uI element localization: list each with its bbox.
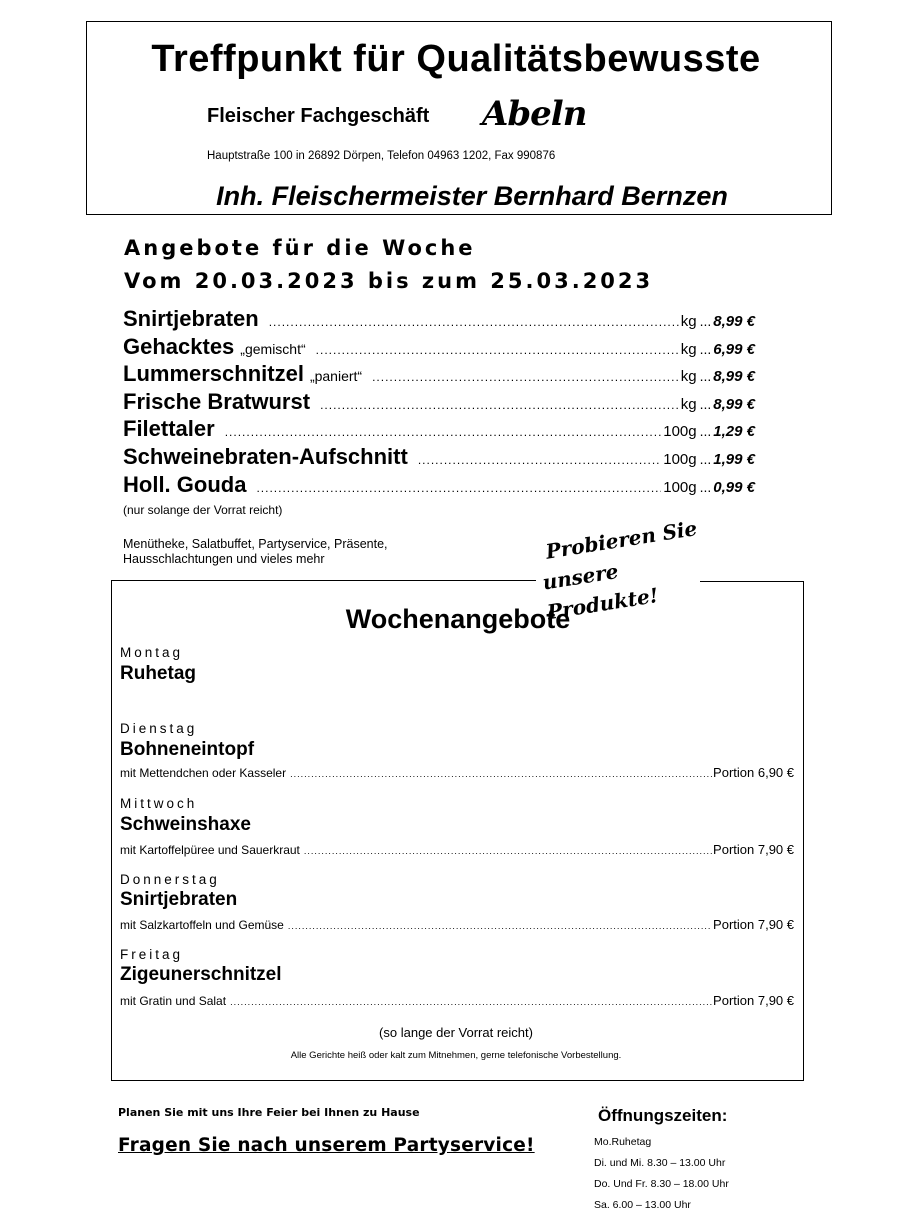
divider bbox=[803, 581, 804, 1081]
side-dish: mit Mettendchen oder Kasseler bbox=[120, 766, 287, 780]
product-price: 8,99 € bbox=[713, 313, 755, 330]
shop-logo: Abeln bbox=[482, 94, 587, 134]
services-line: Hausschlachtungen und vieles mehr bbox=[123, 552, 325, 566]
side-row bbox=[120, 842, 794, 857]
product-unit: kg bbox=[680, 396, 697, 413]
side-dish: mit Kartoffelpüree und Sauerkraut bbox=[120, 843, 300, 857]
plan-text: Planen Sie mit uns Ihre Feier bei Ihnen zu Hause bbox=[118, 1106, 420, 1119]
product-unit: kg bbox=[680, 368, 697, 385]
slogan-line: unsere Produkte! bbox=[540, 558, 660, 625]
dot-leader bbox=[320, 398, 679, 412]
product-unit: 100g bbox=[663, 451, 697, 468]
day-label: Dienstag bbox=[120, 721, 198, 736]
opening-hours-line: Do. Und Fr. 8.30 – 18.00 Uhr bbox=[594, 1178, 729, 1190]
product-name: Filettaler bbox=[123, 416, 215, 441]
side-dish: mit Salzkartoffeln und Gemüse bbox=[120, 918, 284, 932]
product-row bbox=[123, 306, 755, 332]
opening-hours-title: Öffnungszeiten: bbox=[598, 1106, 728, 1125]
product-name: Frische Bratwurst bbox=[123, 389, 311, 414]
dish-name: Ruhetag bbox=[120, 663, 196, 684]
product-name: Holl. Gouda bbox=[123, 472, 247, 497]
dot-leader bbox=[290, 769, 712, 779]
dot-leader bbox=[256, 481, 661, 495]
product-row bbox=[123, 361, 755, 387]
product-row bbox=[123, 472, 755, 498]
side-dish: mit Gratin und Salat bbox=[120, 994, 227, 1008]
dish-name: Zigeunerschnitzel bbox=[120, 964, 282, 985]
product-price: 0,99 € bbox=[713, 479, 755, 496]
side-row bbox=[120, 765, 794, 780]
dot-leader: ... bbox=[699, 313, 712, 329]
offers-period: Vom 20.03.2023 bis zum 25.03.2023 bbox=[124, 269, 654, 293]
product-name: Schweinebraten-Aufschnitt bbox=[123, 444, 408, 469]
dish-price: Portion 7,90 € bbox=[713, 842, 794, 857]
product-price: 8,99 € bbox=[713, 396, 755, 413]
shop-line: Fleischer Fachgeschäft bbox=[207, 105, 430, 127]
weekly-stock-note: (so lange der Vorrat reicht) bbox=[379, 1025, 533, 1040]
dish-price: Portion 7,90 € bbox=[713, 917, 794, 932]
product-name: Gehacktes bbox=[123, 334, 235, 359]
product-row bbox=[123, 444, 755, 470]
dot-leader: ... bbox=[699, 368, 712, 384]
dish-price: Portion 7,90 € bbox=[713, 993, 794, 1008]
product-unit: kg bbox=[680, 341, 697, 358]
dot-leader: ... bbox=[699, 341, 712, 357]
product-row bbox=[123, 334, 755, 360]
day-label: Mittwoch bbox=[120, 796, 198, 811]
product-price: 1,29 € bbox=[713, 423, 755, 440]
slogan-line: Probieren Sie bbox=[544, 516, 699, 564]
product-price: 6,99 € bbox=[713, 341, 755, 358]
dot-leader bbox=[269, 315, 679, 329]
owner-line: Inh. Fleischermeister Bernhard Bernzen bbox=[216, 181, 728, 211]
product-row bbox=[123, 389, 755, 415]
services-text bbox=[123, 537, 483, 567]
dot-leader: ... bbox=[699, 479, 712, 495]
product-note: „paniert“ bbox=[309, 368, 363, 384]
product-unit: kg bbox=[680, 313, 697, 330]
dot-leader bbox=[225, 425, 662, 439]
page-title: Treffpunkt für Qualitätsbewusste bbox=[151, 38, 761, 80]
dot-leader bbox=[418, 453, 661, 467]
dish-name: Snirtjebraten bbox=[120, 889, 238, 910]
dot-leader bbox=[372, 370, 679, 384]
address-line: Hauptstraße 100 in 26892 Dörpen, Telefon 04963 1202, Fax 990876 bbox=[207, 150, 556, 162]
divider bbox=[111, 580, 536, 581]
services-line: Menütheke, Salatbuffet, Partyservice, Präsente, bbox=[123, 537, 388, 551]
product-price: 1,99 € bbox=[713, 451, 755, 468]
dish-price: Portion 6,90 € bbox=[713, 765, 794, 780]
side-row bbox=[120, 917, 794, 932]
product-note: „gemischt“ bbox=[240, 341, 306, 357]
opening-hours-line: Di. und Mi. 8.30 – 13.00 Uhr bbox=[594, 1157, 726, 1169]
product-price: 8,99 € bbox=[713, 368, 755, 385]
opening-hours-line: Sa. 6.00 – 13.00 Uhr bbox=[594, 1199, 691, 1211]
stock-note: (nur solange der Vorrat reicht) bbox=[123, 503, 283, 517]
dish-name: Bohneneintopf bbox=[120, 739, 255, 760]
product-unit: 100g bbox=[663, 479, 697, 496]
product-name: Lummerschnitzel bbox=[123, 361, 304, 386]
dot-leader bbox=[316, 343, 679, 357]
party-service-text: Fragen Sie nach unserem Partyservice! bbox=[118, 1135, 535, 1156]
offers-title: Angebote für die Woche bbox=[124, 236, 476, 260]
weekly-heading: Wochenangebote bbox=[345, 604, 571, 634]
product-name: Snirtjebraten bbox=[123, 306, 259, 331]
side-row bbox=[120, 993, 794, 1008]
opening-hours-line: Mo.Ruhetag bbox=[594, 1136, 652, 1148]
day-label: Freitag bbox=[120, 947, 184, 962]
day-label: Montag bbox=[120, 645, 184, 660]
dot-leader: ... bbox=[699, 396, 712, 412]
product-row bbox=[123, 416, 755, 442]
dot-leader: ... bbox=[699, 451, 712, 467]
takeaway-note: Alle Gerichte heiß oder kalt zum Mitnehmen, gerne telefonische Vorbestellung. bbox=[290, 1050, 622, 1061]
dot-leader bbox=[230, 997, 712, 1007]
day-label: Donnerstag bbox=[120, 872, 220, 887]
dot-leader bbox=[304, 846, 712, 856]
dot-leader bbox=[288, 921, 712, 931]
divider bbox=[700, 581, 804, 582]
dot-leader: ... bbox=[699, 423, 712, 439]
dish-name: Schweinshaxe bbox=[120, 814, 251, 835]
product-unit: 100g bbox=[663, 423, 697, 440]
